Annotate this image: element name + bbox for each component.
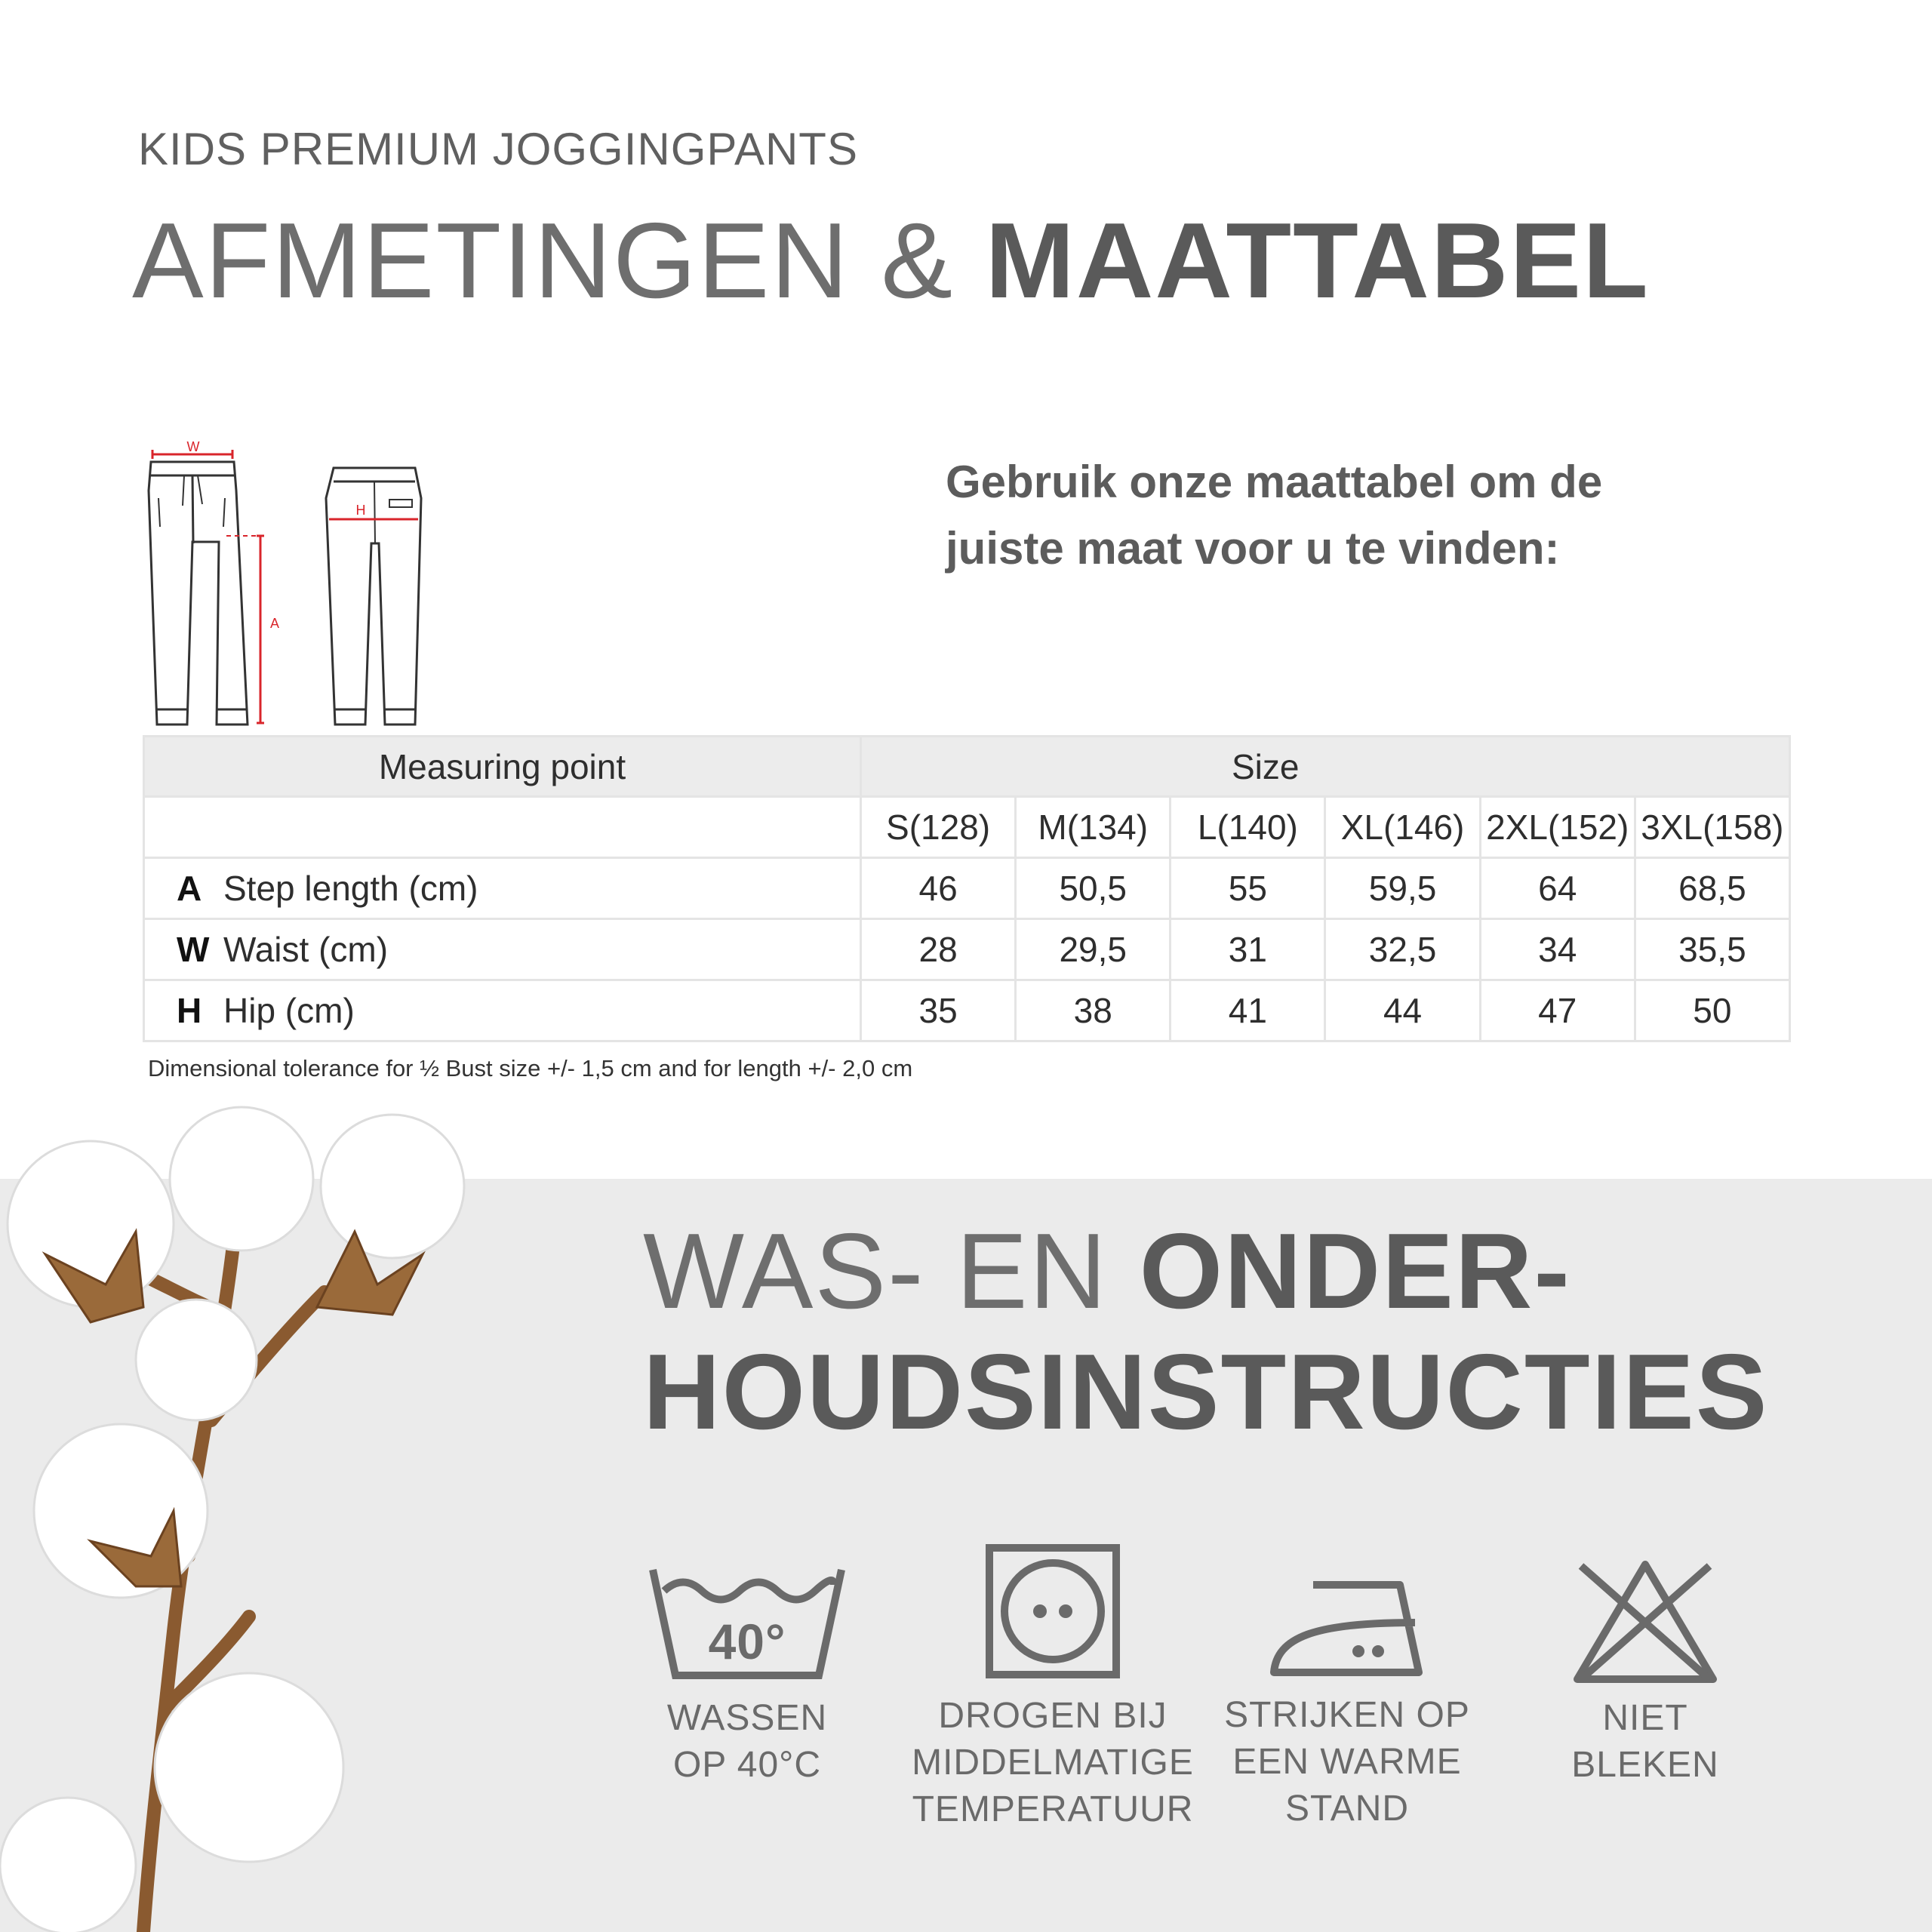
wash-40-icon (649, 1562, 845, 1683)
pants-measurement-diagram (136, 438, 453, 740)
value-cell: 35,5 (1635, 919, 1789, 980)
no-bleach-icon (1570, 1558, 1721, 1683)
care-item-dry (909, 1543, 1196, 1833)
value-cell: 46 (861, 858, 1016, 919)
care-title-line-2: HOUDSINSTRUCTIES (643, 1332, 1769, 1452)
row-key: H (177, 991, 202, 1030)
header-measuring-point: Measuring point (144, 737, 861, 797)
empty-cell (144, 797, 861, 858)
value-cell: 44 (1325, 980, 1480, 1041)
cotton-plant-image (0, 1103, 543, 1932)
size-table (143, 735, 1791, 1042)
size-cell: L(140) (1171, 797, 1325, 858)
title-bold: MAATTABEL (985, 201, 1650, 321)
product-subtitle: KIDS PREMIUM JOGGINGPANTS (138, 124, 858, 174)
row-label-text: Step length (cm) (223, 869, 478, 908)
intro-line-1: Gebruik onze maattabel om de (946, 457, 1603, 507)
care-item-wash (649, 1562, 845, 1789)
size-cell: 3XL(158) (1635, 797, 1789, 858)
value-cell: 47 (1480, 980, 1635, 1041)
size-cell: M(134) (1016, 797, 1171, 858)
row-label (144, 919, 861, 980)
wash-temperature: 40° (708, 1614, 786, 1669)
care-label-bleach: NIET BLEKEN (1571, 1698, 1719, 1785)
value-cell: 55 (1171, 858, 1325, 919)
size-cell: S(128) (861, 797, 1016, 858)
care-title-line-1 (643, 1211, 1769, 1332)
care-item-bleach (1532, 1558, 1758, 1789)
care-title-light: WAS- EN (643, 1211, 1140, 1331)
value-cell: 35 (861, 980, 1016, 1041)
row-label-text: Hip (cm) (223, 991, 355, 1030)
intro-text (946, 449, 1814, 582)
value-cell: 64 (1480, 858, 1635, 919)
size-cell: XL(146) (1325, 797, 1480, 858)
care-label-wash: WASSEN OP 40°C (666, 1698, 828, 1785)
table-row (144, 980, 1790, 1041)
table-row (144, 858, 1790, 919)
row-key: W (177, 930, 210, 969)
row-label-text: Waist (cm) (223, 930, 389, 969)
sizes-row (144, 797, 1790, 858)
care-label-dry: DROGEN BIJ MIDDELMATIGE TEMPERATUUR (912, 1696, 1194, 1829)
value-cell: 29,5 (1016, 919, 1171, 980)
page-title (132, 201, 1650, 321)
value-cell: 50 (1635, 980, 1789, 1041)
value-cell: 68,5 (1635, 858, 1789, 919)
row-label (144, 980, 861, 1041)
table-header-row (144, 737, 1790, 797)
value-cell: 31 (1171, 919, 1325, 980)
pants-front-outline (149, 462, 248, 724)
care-title (643, 1211, 1769, 1453)
title-light: AFMETINGEN & (132, 201, 986, 321)
row-label (144, 858, 861, 919)
value-cell: 50,5 (1016, 858, 1171, 919)
intro-line-2: juiste maat voor u te vinden: (946, 523, 1560, 574)
size-cell: 2XL(152) (1480, 797, 1635, 858)
value-cell: 28 (861, 919, 1016, 980)
diagram-label-a: A (270, 616, 280, 631)
tumble-dry-medium-icon (985, 1543, 1121, 1681)
header-size: Size (861, 737, 1790, 797)
care-title-bold-1: ONDER- (1139, 1211, 1571, 1331)
value-cell: 59,5 (1325, 858, 1480, 919)
value-cell: 41 (1171, 980, 1325, 1041)
row-key: A (177, 869, 202, 908)
diagram-label-w: W (186, 439, 200, 454)
diagram-label-h: H (355, 503, 366, 518)
value-cell: 38 (1016, 980, 1171, 1041)
table-row (144, 919, 1790, 980)
value-cell: 32,5 (1325, 919, 1480, 980)
care-label-iron: STRIJKEN OP EEN WARME STAND (1224, 1695, 1470, 1829)
iron-medium-icon (1268, 1577, 1426, 1680)
tolerance-note: Dimensional tolerance for ½ Bust size +/- 1,5 cm and for length +/- 2,0 cm (148, 1055, 913, 1081)
value-cell: 34 (1480, 919, 1635, 980)
care-item-iron (1223, 1577, 1472, 1832)
